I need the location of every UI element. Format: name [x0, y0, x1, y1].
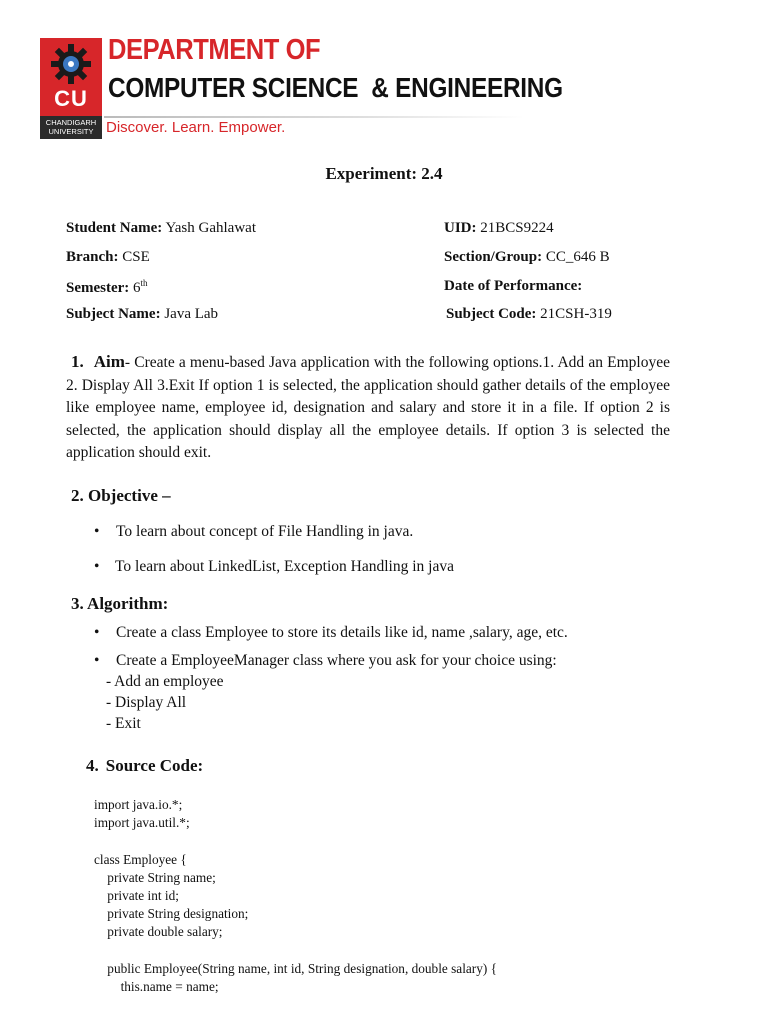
- objective-heading: 2. Objective –: [71, 486, 171, 505]
- logo-cu-text: CU: [54, 86, 88, 111]
- algorithm-item: • Create a class Employee to store its details like id, name ,salary, age, etc.: [94, 624, 568, 641]
- logo-university-strip: [40, 116, 102, 139]
- university-logo: [40, 38, 102, 139]
- aim-number: 1.: [71, 352, 84, 371]
- algorithm-sub-item: - Add an employee: [106, 673, 224, 690]
- algorithm-sub-item: - Exit: [106, 715, 141, 732]
- algorithm-item: • Create a EmployeeManager class where you ask for your choice using:: [94, 652, 557, 669]
- student-name-row: Student Name: Yash Gahlawat: [66, 220, 256, 236]
- logo-sub-line-2: UNIVERSITY: [48, 127, 94, 136]
- algorithm-sub-item: - Display All: [106, 694, 187, 711]
- source-code-heading: 4. Source Code:: [86, 756, 204, 775]
- objective-item: • To learn about concept of File Handling in java.: [94, 523, 414, 540]
- aim-text: - Create a menu-based Java application with the following options.1. Add an Employee 2. Display All 3.Exit If option 1 is selected, the application should gather details of the employee like employee name, employee id, designation and salary and store it in a file. If option 2 is selected, the application should display all the employee details. If option 3 is selected the application should exit.: [66, 354, 670, 461]
- branch-row: Branch: CSE: [66, 249, 150, 265]
- department-title-line-2: COMPUTER SCIENCE & ENGINEERING: [108, 72, 563, 103]
- uid-row: UID: 21BCS9224: [444, 220, 554, 236]
- subject-name-row: Subject Name: Java Lab: [66, 306, 219, 322]
- gear-emblem-icon: [49, 42, 93, 86]
- tagline: Discover. Learn. Empower.: [106, 119, 286, 136]
- subject-code-row: Subject Code: 21CSH-319: [446, 306, 612, 322]
- section-row: Section/Group: CC_646 B: [444, 249, 610, 265]
- logo-sub-line-1: CHANDIGARH: [45, 118, 97, 127]
- aim-paragraph: [66, 351, 670, 465]
- aim-label: Aim: [93, 352, 125, 371]
- tagline-divider: [104, 116, 524, 118]
- semester-row: Semester: 6th: [66, 278, 148, 296]
- experiment-title: Experiment: 2.4: [325, 164, 443, 183]
- department-title-line-1: DEPARTMENT OF: [108, 34, 321, 66]
- objective-item: • To learn about LinkedList, Exception Handling in java: [94, 558, 454, 575]
- source-code-block: import java.io.*; import java.util.*; class Employee { private String name; private int id; private String designation; private double salary; public Employee(String name, int id, String designation, double salary) { this.name = name;: [94, 797, 498, 995]
- algorithm-heading: 3. Algorithm:: [71, 594, 169, 613]
- date-of-performance-row: Date of Performance:: [444, 278, 583, 294]
